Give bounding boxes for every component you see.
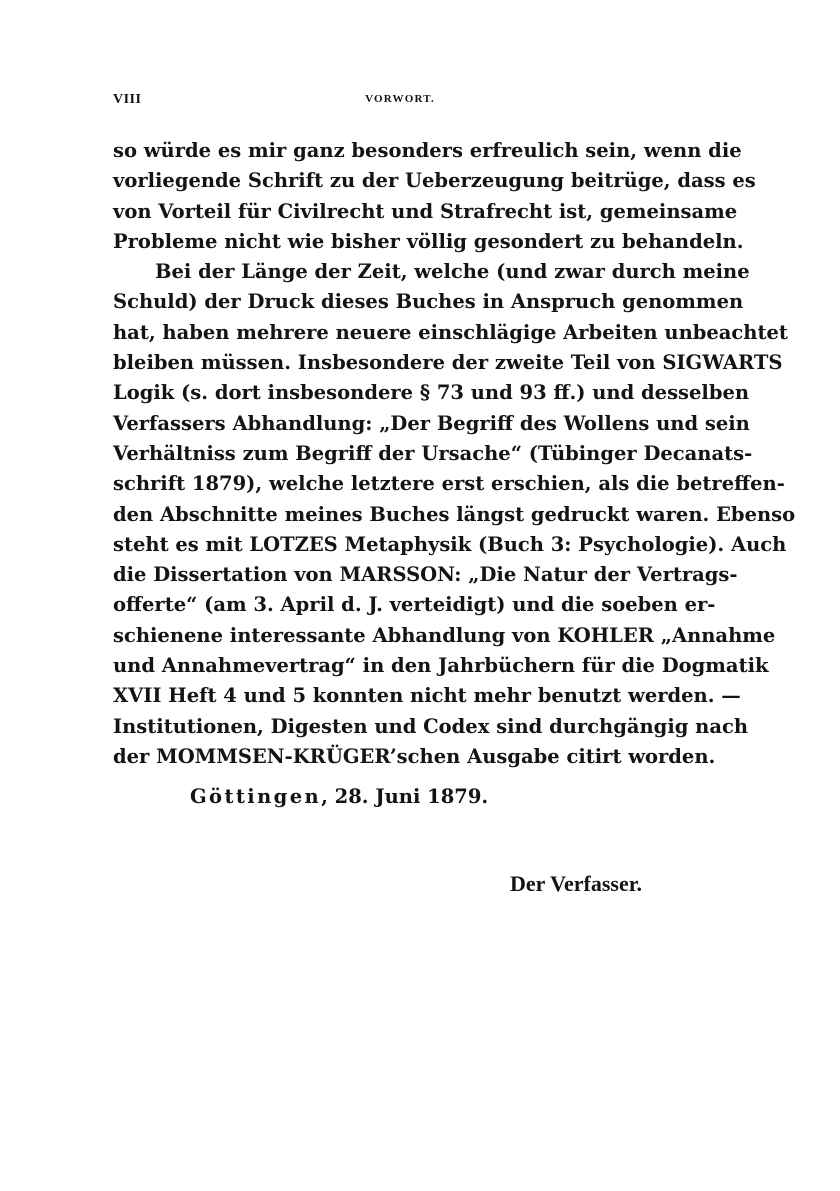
paragraph-first-line: Bei der Länge der Zeit, welche (und zwar durch meine [155, 260, 750, 284]
place-and-date [190, 782, 488, 812]
date-text: , 28. Juni 1879. [321, 785, 489, 808]
text-line: der MOMMSEN-KRÜGER’schen Ausgabe citirt worden. [113, 744, 716, 768]
text-line: Verfassers Abhandlung: „Der Begriff des Wollens und sein [113, 411, 750, 435]
preface-body [113, 136, 796, 772]
text-line: den Abschnitte meines Buches längst gedruckt waren. Ebenso [113, 502, 796, 526]
text-line: und Annahmevertrag“ in den Jahrbüchern für die Dogmatik [113, 654, 769, 678]
page-header [113, 92, 687, 114]
place-name: Göttingen [190, 785, 322, 808]
text-line: vorliegende Schrift zu der Ueberzeugung beitrüge, dass es [113, 169, 756, 193]
text-line: so würde es mir ganz besonders erfreulich sein, wenn die [113, 139, 742, 162]
text-line: bleiben müssen. Insbesondere der zweite Teil von SIGWARTS [113, 351, 783, 375]
running-head: VORWORT. [365, 93, 435, 105]
text-line: hat, haben mehrere neuere einschlägige Arbeiten unbeachtet [113, 320, 788, 344]
text-line: von Vorteil für Civilrecht und Strafrecht ist, gemeinsame [113, 199, 738, 223]
signature: Der Verfasser. [510, 871, 642, 896]
text-line: XVII Heft 4 und 5 konnten nicht mehr benutzt werden. — [113, 684, 741, 708]
text-line: offerte“ (am 3. April d. J. verteidigt) und die soeben er- [113, 593, 716, 617]
text-line: Institutionen, Digesten und Codex sind durchgängig nach [113, 714, 749, 738]
text-line: die Dissertation von MARSSON: „Die Natur der Vertrags- [113, 563, 738, 587]
page-number: VIII [113, 92, 142, 107]
text-line: Probleme nicht wie bisher völlig gesondert zu behandeln. [113, 229, 744, 253]
text-line: Schuld) der Druck dieses Buches in Anspruch genommen [113, 290, 744, 314]
text-line: schrift 1879), welche letztere erst erschien, als die betreffen- [113, 472, 785, 496]
text-line: steht es mit LOTZES Metaphysik (Buch 3: Psychologie). Auch [113, 532, 787, 556]
text-line: Verhältniss zum Begriff der Ursache“ (Tübinger Decanats- [113, 441, 753, 465]
text-line: Logik (s. dort insbesondere § 73 und 93 ff.) und desselben [113, 381, 750, 405]
text-line: schienene interessante Abhandlung von KOHLER „Annahme [113, 623, 776, 647]
